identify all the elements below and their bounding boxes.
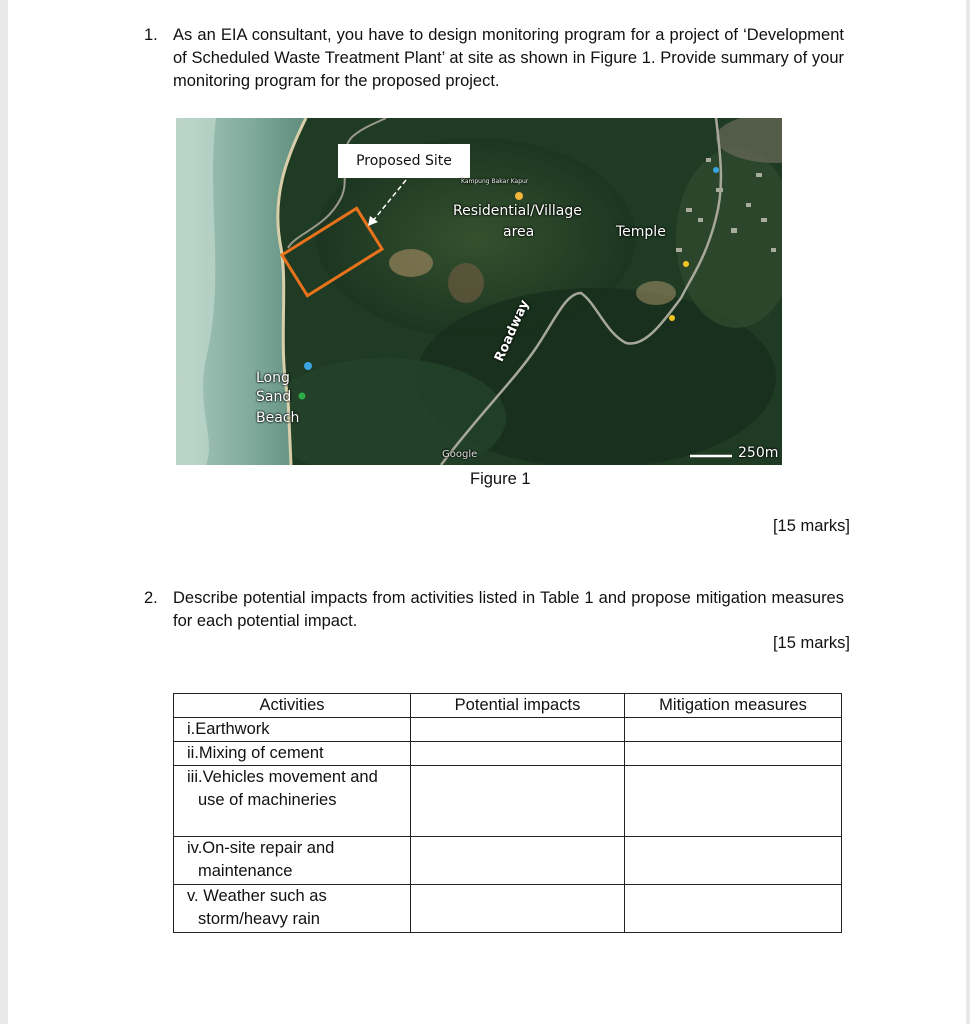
- location-pin-icon: [515, 192, 523, 200]
- table-header-row: [174, 694, 842, 718]
- activity-cell: [174, 718, 411, 742]
- impact-cell[interactable]: [411, 742, 625, 766]
- table-row: [174, 885, 842, 933]
- question-1: [144, 24, 844, 96]
- impact-cell[interactable]: [411, 837, 625, 885]
- activity-line: ii.Mixing of cement: [187, 744, 324, 762]
- activity-line: v. Weather such as: [187, 887, 327, 905]
- residential-label-2: area: [503, 224, 535, 240]
- question-2-marks: [15 marks]: [772, 634, 850, 652]
- beach-label-2: Sand: [256, 389, 292, 405]
- mitigation-cell[interactable]: [625, 766, 842, 837]
- kampung-label: Kampung Bakar Kapur: [461, 178, 529, 185]
- location-pin-icon: [299, 393, 306, 400]
- beach-label-1: Long: [256, 370, 290, 386]
- mitigation-cell[interactable]: [625, 885, 842, 933]
- question-2: [144, 587, 844, 635]
- question-1-number: 1.: [144, 26, 158, 44]
- activity-line: iv.On-site repair and: [187, 839, 335, 857]
- mitigation-cell[interactable]: [625, 837, 842, 885]
- location-pin-icon: [304, 362, 312, 370]
- figure-caption: Figure 1: [470, 470, 531, 488]
- proposed-site-label: Proposed Site: [338, 144, 470, 178]
- table-row: [174, 742, 842, 766]
- activity-line: storm/heavy rain: [198, 910, 320, 928]
- question-2-number: 2.: [144, 589, 158, 607]
- activity-cell: [174, 885, 411, 933]
- google-watermark: Google: [442, 449, 478, 460]
- question-1-marks: [15 marks]: [772, 517, 850, 535]
- question-2-text: Describe potential impacts from activities listed in Table 1 and propose mitigation measures for each potential impact.: [173, 589, 844, 630]
- residential-label: Residential/Village: [453, 203, 582, 219]
- activity-line: i.Earthwork: [187, 720, 270, 738]
- activity-line: maintenance: [198, 862, 293, 880]
- header-mitigation-measures: Mitigation measures: [625, 694, 842, 718]
- mitigation-cell[interactable]: [625, 718, 842, 742]
- impact-cell[interactable]: [411, 718, 625, 742]
- header-activities: Activities: [174, 694, 411, 718]
- table-row: [174, 718, 842, 742]
- roadway-label: Roadway: [492, 297, 533, 365]
- impact-cell[interactable]: [411, 766, 625, 837]
- temple-label: Temple: [616, 224, 666, 240]
- activities-table: [173, 693, 842, 933]
- beach-label-3: Beach: [256, 410, 300, 426]
- table-row: [174, 837, 842, 885]
- activity-cell: [174, 837, 411, 885]
- activity-line: iii.Vehicles movement and: [187, 768, 378, 786]
- scale-label: 250m: [738, 445, 779, 461]
- activity-cell: [174, 742, 411, 766]
- table-row: [174, 766, 842, 837]
- question-1-text: As an EIA consultant, you have to design monitoring program for a project of ‘Development of Scheduled Waste Treatment Plant’ at site as shown in Figure 1. Provide summary of your monitoring program for the proposed project.: [173, 26, 844, 90]
- header-potential-impacts: Potential impacts: [411, 694, 625, 718]
- figure-1-map: [176, 118, 782, 465]
- activity-cell: [174, 766, 411, 837]
- mitigation-cell[interactable]: [625, 742, 842, 766]
- impact-cell[interactable]: [411, 885, 625, 933]
- activity-line: use of machineries: [198, 791, 337, 809]
